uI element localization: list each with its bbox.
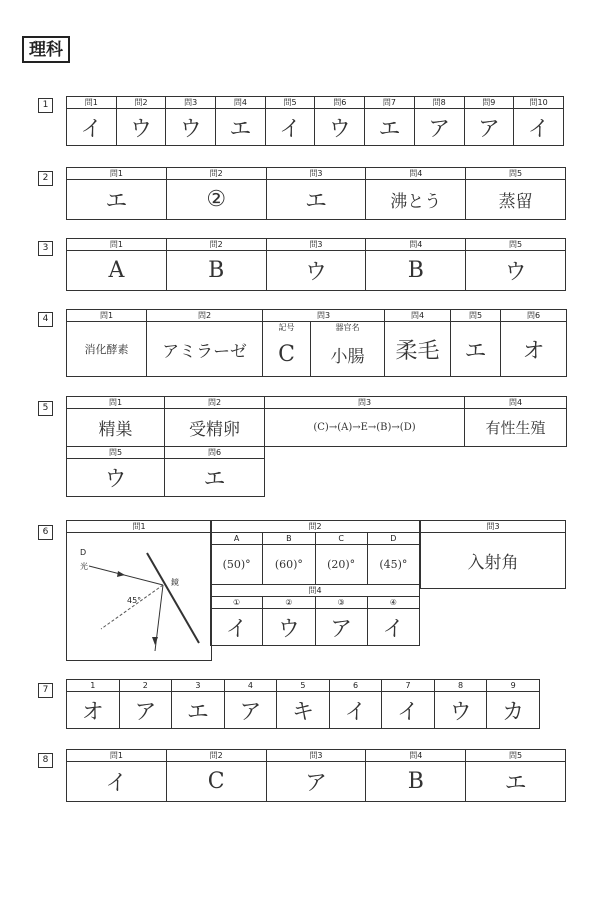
- header-cell: 問1: [67, 521, 211, 533]
- incident-arrow: [117, 571, 125, 577]
- header-cell: 問1: [67, 168, 167, 180]
- header-cell: 3: [172, 680, 225, 692]
- answer-cell: ウ: [266, 251, 366, 291]
- answer-cell: ウ: [166, 109, 216, 146]
- header-cell: 問5: [466, 239, 566, 251]
- sub-header-cell: ①: [211, 597, 263, 609]
- normal-line: [101, 585, 163, 629]
- header-cell: 4: [224, 680, 277, 692]
- answer-cell: ウ: [315, 109, 365, 146]
- header-cell: 問4: [465, 397, 567, 409]
- header-cell: 問3: [166, 97, 216, 109]
- header-cell: 問4: [366, 750, 466, 762]
- question-number-8: 8: [38, 753, 53, 768]
- header-cell: 問2: [116, 97, 166, 109]
- header-cell: 問5: [265, 97, 315, 109]
- answer-cell: 受精卵: [165, 409, 265, 447]
- answer-cell: (45)°: [367, 545, 419, 585]
- answer-cell: エ: [67, 180, 167, 220]
- answer-cell: 柔毛: [385, 322, 451, 377]
- header-cell: 問2: [211, 521, 420, 533]
- header-cell: 問2: [166, 168, 266, 180]
- answer-cell: B: [366, 251, 466, 291]
- answer-cell: ウ: [434, 692, 487, 729]
- mirror-diagram-box: [66, 520, 212, 661]
- header-cell: 問5: [67, 447, 165, 459]
- answer-table-7: [66, 679, 540, 729]
- answer-cell: (20)°: [315, 545, 367, 585]
- answer-cell: イ: [67, 762, 167, 802]
- header-cell: 問3: [266, 168, 366, 180]
- sub-header-cell: ②: [263, 597, 315, 609]
- header-cell: 6: [329, 680, 382, 692]
- answer-cell: A: [67, 251, 167, 291]
- header-cell: 問4: [366, 168, 466, 180]
- answer-cell: カ: [487, 692, 540, 729]
- answer-cell: (60)°: [263, 545, 315, 585]
- answer-cell: 消化酵素: [67, 322, 147, 377]
- answer-cell: エ: [165, 459, 265, 497]
- header-cell: 8: [434, 680, 487, 692]
- sub-header-cell: ④: [367, 597, 419, 609]
- question-number-7: 7: [38, 683, 53, 698]
- sub-header-cell: ③: [315, 597, 367, 609]
- answer-cell: エ: [216, 109, 266, 146]
- header-cell: 問1: [67, 310, 147, 322]
- answer-cell: イ: [514, 109, 564, 146]
- answer-cell: 有性生殖: [465, 409, 567, 447]
- question-number-4: 4: [38, 312, 53, 327]
- answer-cell: (50)°: [211, 545, 263, 585]
- sub-header-cell: 記号: [263, 322, 311, 334]
- answer-cell: ②: [166, 180, 266, 220]
- header-cell: 問1: [67, 397, 165, 409]
- answer-cell: 沸とう: [366, 180, 466, 220]
- answer-cell: ア: [266, 762, 366, 802]
- header-cell: 問4: [211, 585, 420, 597]
- answer-cell: 小腸: [311, 333, 385, 376]
- answer-cell: イ: [211, 609, 263, 646]
- header-cell: 1: [67, 680, 120, 692]
- answer-cell: エ: [466, 762, 566, 802]
- answer-cell: 精巣: [67, 409, 165, 447]
- sub-header-cell: A: [211, 533, 263, 545]
- header-cell: 問5: [466, 750, 566, 762]
- header-cell: 問1: [67, 750, 167, 762]
- answer-cell: B: [366, 762, 466, 802]
- answer-cell: エ: [451, 322, 501, 377]
- answer-cell: オ: [501, 322, 567, 377]
- sub-header-cell: B: [263, 533, 315, 545]
- header-cell: 問1: [67, 239, 167, 251]
- answer-cell: ウ: [116, 109, 166, 146]
- header-cell: 問1: [67, 97, 117, 109]
- question-number-3: 3: [38, 241, 53, 256]
- header-cell: 2: [119, 680, 172, 692]
- incident-ray: [89, 566, 163, 585]
- answer-table-3: [66, 238, 566, 291]
- header-cell: 問6: [165, 447, 265, 459]
- answer-cell: イ: [382, 692, 435, 729]
- answer-cell: ア: [119, 692, 172, 729]
- header-cell: 問8: [414, 97, 464, 109]
- header-cell: 問4: [366, 239, 466, 251]
- answer-cell: イ: [367, 609, 419, 646]
- answer-cell: イ: [265, 109, 315, 146]
- question-number-1: 1: [38, 98, 53, 113]
- header-cell: 問2: [147, 310, 263, 322]
- sub-header-cell: 器官名: [311, 322, 385, 334]
- answer-table-2: [66, 167, 566, 220]
- header-cell: 問3: [266, 750, 366, 762]
- answer-cell: オ: [67, 692, 120, 729]
- header-cell: 問3: [263, 310, 385, 322]
- answer-cell: ウ: [263, 609, 315, 646]
- header-cell: 問4: [385, 310, 451, 322]
- diagram-label-angle: 45°: [127, 596, 142, 605]
- header-cell: 問5: [451, 310, 501, 322]
- answer-cell: (C)→(A)→E→(B)→(D): [265, 409, 465, 447]
- header-cell: 問2: [166, 239, 266, 251]
- header-cell: 問10: [514, 97, 564, 109]
- answer-table-6-q3: [420, 520, 566, 589]
- answer-cell: B: [166, 251, 266, 291]
- header-cell: 問7: [365, 97, 415, 109]
- header-cell: 問2: [165, 397, 265, 409]
- answer-cell: ア: [224, 692, 277, 729]
- header-cell: 問3: [421, 521, 566, 533]
- answer-table-6-q2: [210, 520, 420, 646]
- answer-cell: ウ: [466, 251, 566, 291]
- sub-header-cell: D: [367, 533, 419, 545]
- header-cell: 問4: [216, 97, 266, 109]
- answer-cell: C: [166, 762, 266, 802]
- answer-cell: エ: [172, 692, 225, 729]
- answer-table-8: [66, 749, 566, 802]
- answer-cell: 蒸留: [466, 180, 566, 220]
- answer-table-4: [66, 309, 567, 377]
- diagram-label-d: D: [80, 548, 87, 557]
- answer-cell: ウ: [67, 459, 165, 497]
- header-cell: 9: [487, 680, 540, 692]
- header-cell: 5: [277, 680, 330, 692]
- diagram-label-mirror: 鏡: [171, 578, 179, 587]
- answer-cell: C: [263, 333, 311, 376]
- sub-header-cell: C: [315, 533, 367, 545]
- question-number-5: 5: [38, 401, 53, 416]
- reflected-arrow: [152, 637, 158, 645]
- answer-cell: エ: [266, 180, 366, 220]
- header-cell: 7: [382, 680, 435, 692]
- answer-cell: キ: [277, 692, 330, 729]
- header-cell: 問2: [166, 750, 266, 762]
- answer-cell: イ: [329, 692, 382, 729]
- header-cell: 問3: [266, 239, 366, 251]
- answer-cell: ア: [464, 109, 514, 146]
- diagram-label-light: 光: [80, 562, 88, 571]
- answer-cell: ア: [315, 609, 367, 646]
- page-title: 理科: [22, 36, 70, 63]
- header-cell: 問5: [466, 168, 566, 180]
- answer-cell: ア: [414, 109, 464, 146]
- question-number-6: 6: [38, 525, 53, 540]
- header-cell: 問9: [464, 97, 514, 109]
- reflection-diagram: [67, 533, 211, 659]
- question-number-2: 2: [38, 171, 53, 186]
- answer-cell: エ: [365, 109, 415, 146]
- answer-table-1: [66, 96, 564, 146]
- header-cell: 問6: [315, 97, 365, 109]
- answer-table-5: [66, 396, 567, 497]
- answer-cell: 入射角: [421, 533, 566, 589]
- answer-cell: アミラーゼ: [147, 322, 263, 377]
- answer-cell: イ: [67, 109, 117, 146]
- header-cell: 問3: [265, 397, 465, 409]
- header-cell: 問6: [501, 310, 567, 322]
- mirror-line: [147, 553, 199, 643]
